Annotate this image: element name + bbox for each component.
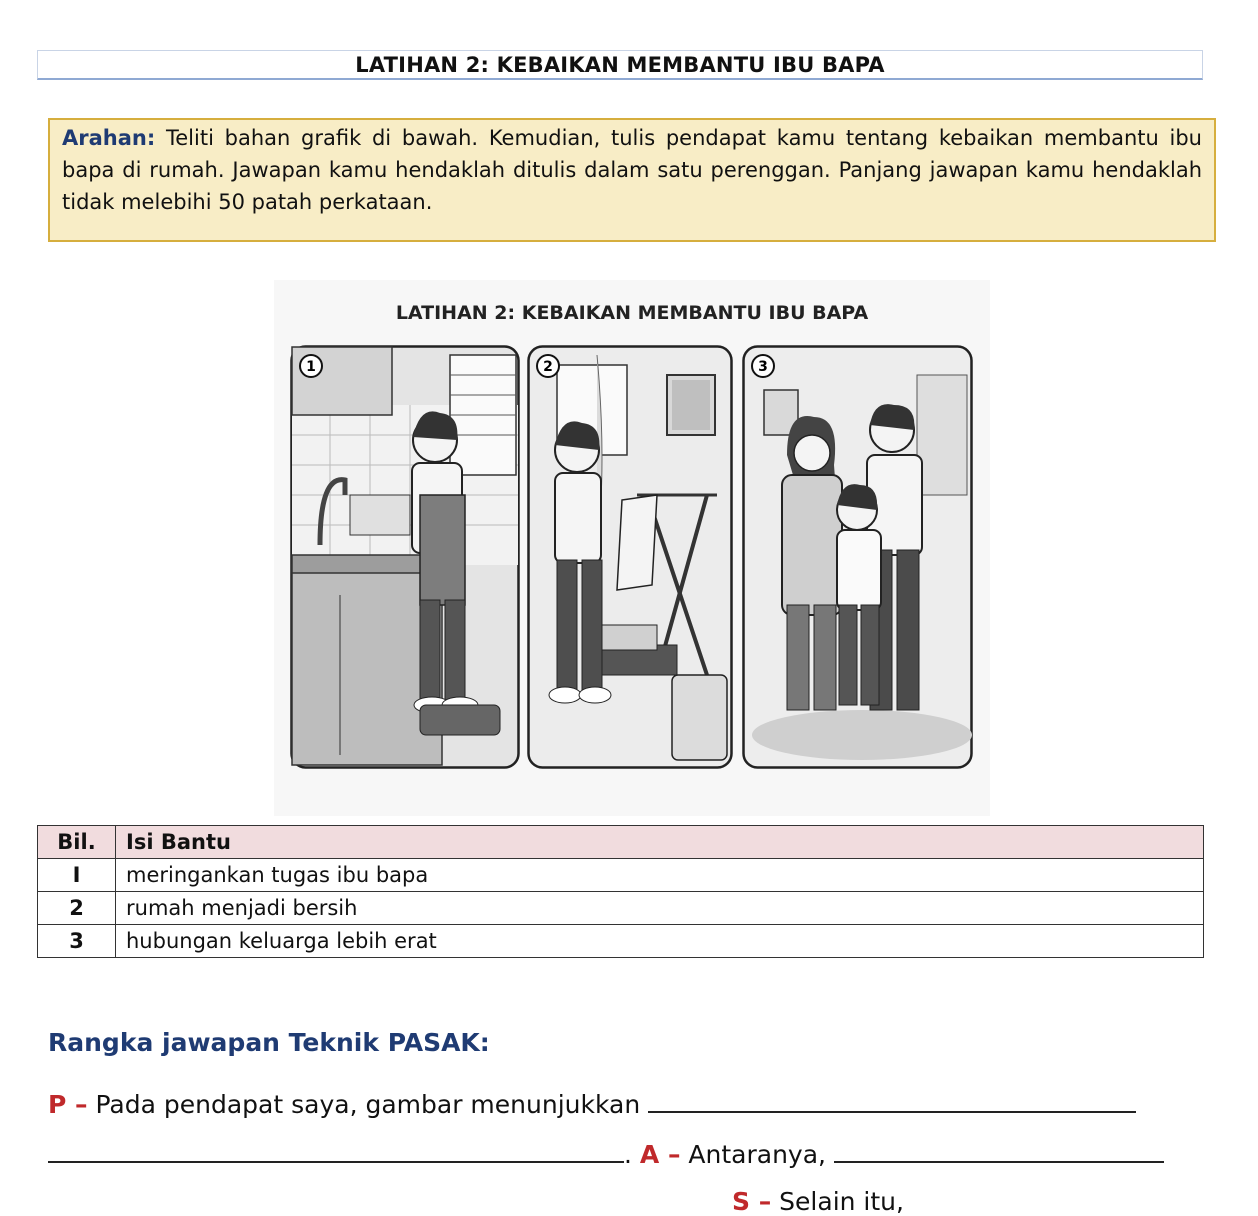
isi-bantu-table: [37, 825, 1204, 958]
line-s: [732, 1187, 904, 1216]
table-row: [38, 925, 1204, 958]
p-answer-blank[interactable]: [648, 1087, 1136, 1113]
header-bil: Bil.: [38, 826, 116, 859]
row-bil: I: [38, 859, 116, 892]
a-letter: A –: [639, 1140, 681, 1169]
row-isi: hubungan keluarga lebih erat: [116, 925, 1204, 958]
row-bil: 2: [38, 892, 116, 925]
page-title: LATIHAN 2: KEBAIKAN MEMBANTU IBU BAPA: [37, 50, 1203, 80]
rangka-heading: Rangka jawapan Teknik PASAK:: [48, 1028, 490, 1057]
line-a: [48, 1137, 1164, 1169]
header-isi-bantu: Isi Bantu: [116, 826, 1204, 859]
panel-2-hanging-laundry: [527, 345, 733, 769]
panel-3-number: 3: [758, 359, 768, 375]
instruction-text: Teliti bahan grafik di bawah. Kemudian, tulis pendapat kamu tentang kebaikan membantu ibu bapa di rumah. Jawapan kamu hendaklah ditulis dalam satu perenggan. Panjang jawapan kamu hendaklah tidak melebihi 50 patah perkataan.: [62, 126, 1202, 214]
graphic-figure: [274, 280, 990, 816]
row-isi: meringankan tugas ibu bapa: [116, 859, 1204, 892]
s-text: Selain itu,: [779, 1187, 904, 1216]
instruction-label: Arahan:: [62, 126, 156, 150]
line-p: [48, 1087, 1136, 1119]
p-letter: P –: [48, 1090, 88, 1119]
p-answer-blank-continued[interactable]: [48, 1137, 624, 1163]
panel-3-family: [742, 345, 973, 769]
table-row: [38, 892, 1204, 925]
figure-title: LATIHAN 2: KEBAIKAN MEMBANTU IBU BAPA: [395, 302, 869, 324]
table-header-row: [38, 826, 1204, 859]
s-letter: S –: [732, 1187, 772, 1216]
instruction-box: [48, 118, 1216, 242]
p-text: Pada pendapat saya, gambar menunjukkan: [95, 1090, 641, 1119]
a-text: Antaranya,: [688, 1140, 826, 1169]
row-isi: rumah menjadi bersih: [116, 892, 1204, 925]
row-bil: 3: [38, 925, 116, 958]
table-row: [38, 859, 1204, 892]
a-separator: .: [624, 1140, 632, 1169]
panel-1-number: 1: [306, 359, 316, 375]
panel-2-number: 2: [543, 359, 553, 375]
panel-1-washing-dishes: [290, 345, 520, 769]
a-answer-blank[interactable]: [834, 1137, 1164, 1163]
